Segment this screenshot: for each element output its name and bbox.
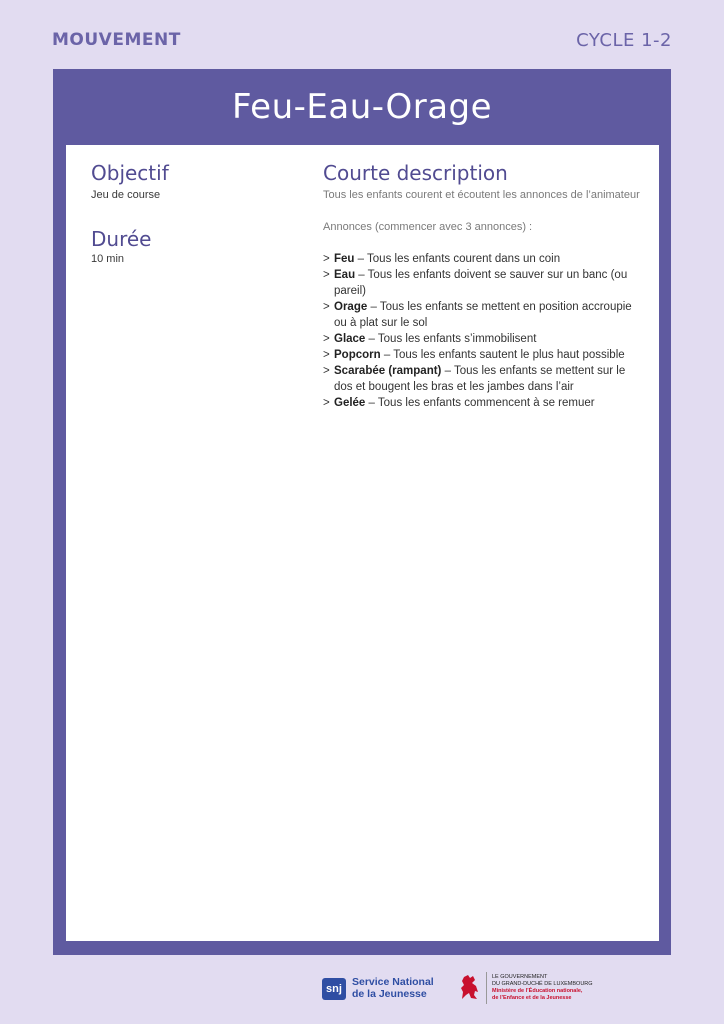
card-content [66, 145, 659, 941]
duree-text: 10 min [91, 253, 125, 265]
list-item: > Popcorn – Tous les enfants sautent le plus haut possible [323, 349, 625, 361]
list-item: > Feu – Tous les enfants courent dans un coin [323, 253, 561, 265]
duree-heading: Durée [91, 227, 152, 251]
category-label: MOUVEMENT [52, 30, 181, 50]
list-item: > Glace – Tous les enfants s’immobilisent [323, 333, 537, 345]
list-item: > Gelée – Tous les enfants commencent à se remuer [323, 397, 595, 409]
list-item: > Eau – Tous les enfants doivent se sauver sur un banc (ou pareil) [323, 269, 628, 297]
snj-logo-icon: snj [322, 978, 346, 1000]
page-title: Feu-Eau-Orage [231, 87, 493, 127]
cycle-label: CYCLE 1-2 [576, 30, 672, 51]
lion-crest-icon [458, 973, 482, 1001]
government-name: LE GOUVERNEMENT DU GRAND-DUCHÉ DE LUXEMBOURG Ministère de l’Éducation nationale, de l’Enfance et de la Jeunesse [492, 974, 593, 1001]
objectif-heading: Objectif [91, 161, 169, 185]
announcement-list [323, 251, 633, 411]
description-heading: Courte description [323, 161, 508, 185]
objectif-text: Jeu de course [91, 189, 161, 201]
list-item: > Orage – Tous les enfants se mettent en position accroupie ou à plat sur le sol [323, 301, 632, 329]
logo-divider [486, 972, 487, 1004]
list-item: > Scarabée (rampant) – Tous les enfants se mettent sur le dos et bougent les bras et les jambes dans l’air [323, 365, 626, 393]
footer [0, 970, 724, 1010]
snj-name: Service National de la Jeunesse [352, 976, 434, 1000]
description-intro: Tous les enfants courent et écoutent les annonces de l’animateur [323, 189, 640, 201]
card-frame [53, 69, 671, 955]
announcements-intro: Annonces (commencer avec 3 annonces) : [323, 221, 533, 233]
